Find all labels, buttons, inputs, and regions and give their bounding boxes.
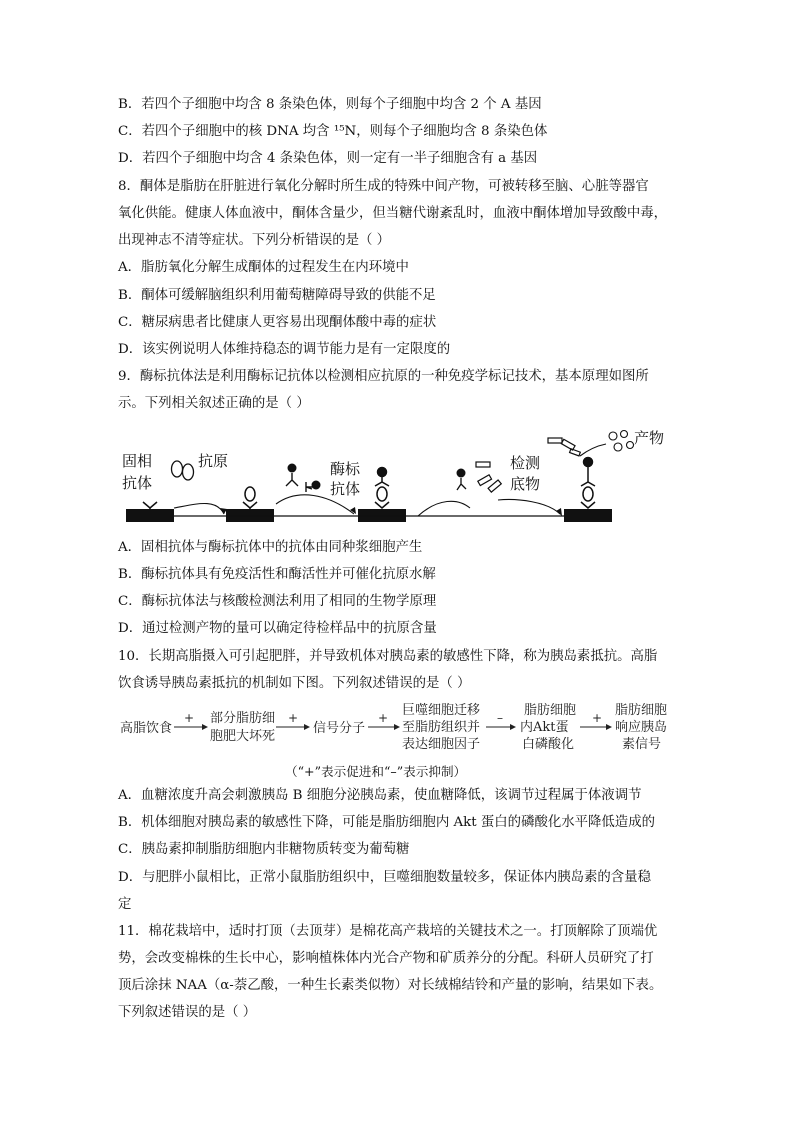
solid-support-4 — [564, 509, 612, 522]
flow-node-akt-line1: 脂肪细胞 — [524, 703, 577, 718]
q9-stem-line: 9．酶标抗体法是利用酶标记抗体以检测相应抗原的一种免疫学标记技术，基本原理如图所 — [118, 369, 649, 384]
q8-stem-line: 8．酮体是脂肪在肝脏进行氧化分解时所生成的特殊中间产物，可被转移至脑、心脏等器官 — [118, 179, 649, 194]
flow-node-response-line1: 脂肪细胞 — [615, 703, 668, 718]
label-substrate-2: 底物 — [510, 475, 541, 493]
arrow-3 — [408, 501, 470, 516]
q7-option-c: C．若四个子细胞中的核 DNA 均含 ¹⁵N，则每个子细胞均含 8 条染色体 — [118, 124, 548, 139]
arrow-4 — [498, 500, 560, 514]
q11-stem-line: 下列叙述错误的是（ ） — [118, 1005, 257, 1020]
flow-node-akt-line2: 内Akt蛋 — [520, 720, 569, 735]
flow-arrow-head — [510, 724, 516, 730]
antigen-oval — [183, 464, 194, 480]
q10-option-d: D．与肥胖小鼠相比，正常小鼠脂肪组织中，巨噬细胞数量较多，保证体内胰岛素的含量稳 — [118, 870, 651, 885]
arrow-1 — [174, 504, 224, 515]
free-enzyme — [457, 469, 467, 491]
elisa-diagram — [118, 428, 665, 530]
substrate-shapes — [476, 462, 501, 492]
q10-option-d-cont: 定 — [118, 897, 132, 912]
q7-option-d: D．若四个子细胞中均含 4 条染色体，则一定有一半子细胞含有 a 基因 — [118, 151, 538, 166]
flow-sign-plus: + — [184, 711, 195, 725]
q10-option-a: A．血糖浓度升高会刺激胰岛 B 细胞分泌胰岛素，使血糖降低，该调节过程属于体液调节 — [118, 788, 642, 803]
antigen-oval — [172, 461, 183, 477]
label-enzyme-2: 抗体 — [330, 480, 361, 498]
q8-option-b: B．酮体可缓解脑组织利用葡萄糖障碍导致的供能不足 — [118, 288, 436, 303]
q9-option-a: A．固相抗体与酶标抗体中的抗体由同种浆细胞产生 — [118, 540, 423, 555]
insulin-resistance-flowchart — [118, 703, 678, 753]
flow-sign-plus: + — [378, 711, 389, 725]
flow-arrow-head — [606, 724, 612, 730]
flow-node-macrophage-line2: 至脂肪组织并 — [402, 720, 481, 735]
flow-arrow-head — [202, 724, 208, 730]
label-antigen: 抗原 — [198, 452, 229, 470]
q9-option-c: C．酶标抗体法与核酸检测法利用了相同的生物学原理 — [118, 594, 437, 609]
q11-stem-line: 势，会改变棉株的生长中心，影响植株体内光合产物和矿质养分的分配。科研人员研究了打 — [118, 951, 654, 966]
q8-stem-line: 氧化供能。健康人体血液中，酮体含量少，但当糖代谢紊乱时，血液中酮体增加导致酸中毒， — [118, 206, 668, 221]
label-fixed-2: 抗体 — [122, 474, 153, 492]
enzyme-antibody — [286, 464, 321, 493]
flow-node-response-line3: 素信号 — [622, 737, 662, 752]
q9-stem-line: 示。下列相关叙述正确的是（ ） — [118, 396, 310, 411]
q10-option-c: C．胰岛素抑制脂肪细胞内非糖物质转变为葡萄糖 — [118, 842, 410, 857]
label-substrate-1: 检测 — [510, 454, 541, 472]
flow-node-macrophage-line1: 巨噬细胞迁移 — [402, 703, 481, 718]
q8-option-c: C．糖尿病患者比健康人更容易出现酮体酸中毒的症状 — [118, 315, 437, 330]
q8-stem-line: 出现神志不清等症状。下列分析错误的是（ ） — [118, 233, 391, 248]
final-complex — [548, 438, 606, 508]
label-fixed-1: 固相 — [122, 452, 153, 470]
q11-stem-line: 顶后涂抹 NAA（α-萘乙酸，一种生长素类似物）对长绒棉结铃和产量的影响，结果如下表。 — [118, 978, 663, 993]
arrow-1-head — [220, 508, 227, 514]
label-product: 产物 — [634, 429, 665, 447]
flow-node-high-fat-diet: 高脂饮食 — [120, 721, 173, 736]
flow-node-macrophage-line3: 表达细胞因子 — [402, 737, 481, 752]
flow-sign-minus: – — [497, 711, 503, 725]
flow-node-signal: 信号分子 — [313, 721, 366, 736]
q7-option-b: B．若四个子细胞中均含 8 条染色体，则每个子细胞中均含 2 个 A 基因 — [118, 97, 542, 112]
fixed-antibody — [143, 502, 157, 509]
label-enzyme-1: 酶标 — [330, 460, 361, 478]
flow-node-response-line2: 响应胰岛 — [615, 720, 668, 735]
q8-option-d: D．该实例说明人体维持稳态的调节能力是有一定限度的 — [118, 342, 451, 357]
sandwich-complex — [375, 468, 389, 509]
flow-node-akt-line3: 白磷酸化 — [522, 737, 575, 752]
antibody-antigen-complex — [243, 487, 257, 509]
flow-node-adipocyte-line1: 部分脂肪细 — [210, 711, 276, 726]
q10-stem-line: 10．长期高脂摄入可引起肥胖，并导致机体对胰岛素的敏感性下降，称为胰岛素抵抗。高脂 — [118, 649, 658, 664]
flow-arrow-head — [304, 724, 310, 730]
q9-option-d: D．通过检测产物的量可以确定待检样品中的抗原含量 — [118, 621, 437, 636]
flow-node-adipocyte-line2: 胞肥大坏死 — [210, 729, 276, 744]
q11-stem-line: 11．棉花栽培中，适时打顶（去顶芽）是棉花高产栽培的关键技术之一。打顶解除了顶端优 — [118, 924, 658, 939]
q10-option-b: B．机体细胞对胰岛素的敏感性下降，可能是脂肪细胞内 Akt 蛋白的磷酸化水平降低造成的 — [118, 815, 655, 830]
q8-option-a: A．脂肪氧化分解生成酮体的过程发生在内环境中 — [118, 260, 409, 275]
flow-sign-plus: + — [288, 711, 299, 725]
q9-option-b: B．酶标抗体具有免疫活性和酶活性并可催化抗原水解 — [118, 567, 436, 582]
flow-arrow-head — [394, 724, 400, 730]
q10-stem-line: 饮食诱导胰岛素抵抗的机制如下图。下列叙述错误的是（ ） — [118, 676, 471, 691]
flow-legend-note: （“+”表示促进和“–”表示抑制） — [285, 764, 467, 779]
solid-support-1 — [126, 509, 174, 522]
product-icons — [609, 431, 634, 452]
flow-sign-plus: + — [592, 711, 603, 725]
